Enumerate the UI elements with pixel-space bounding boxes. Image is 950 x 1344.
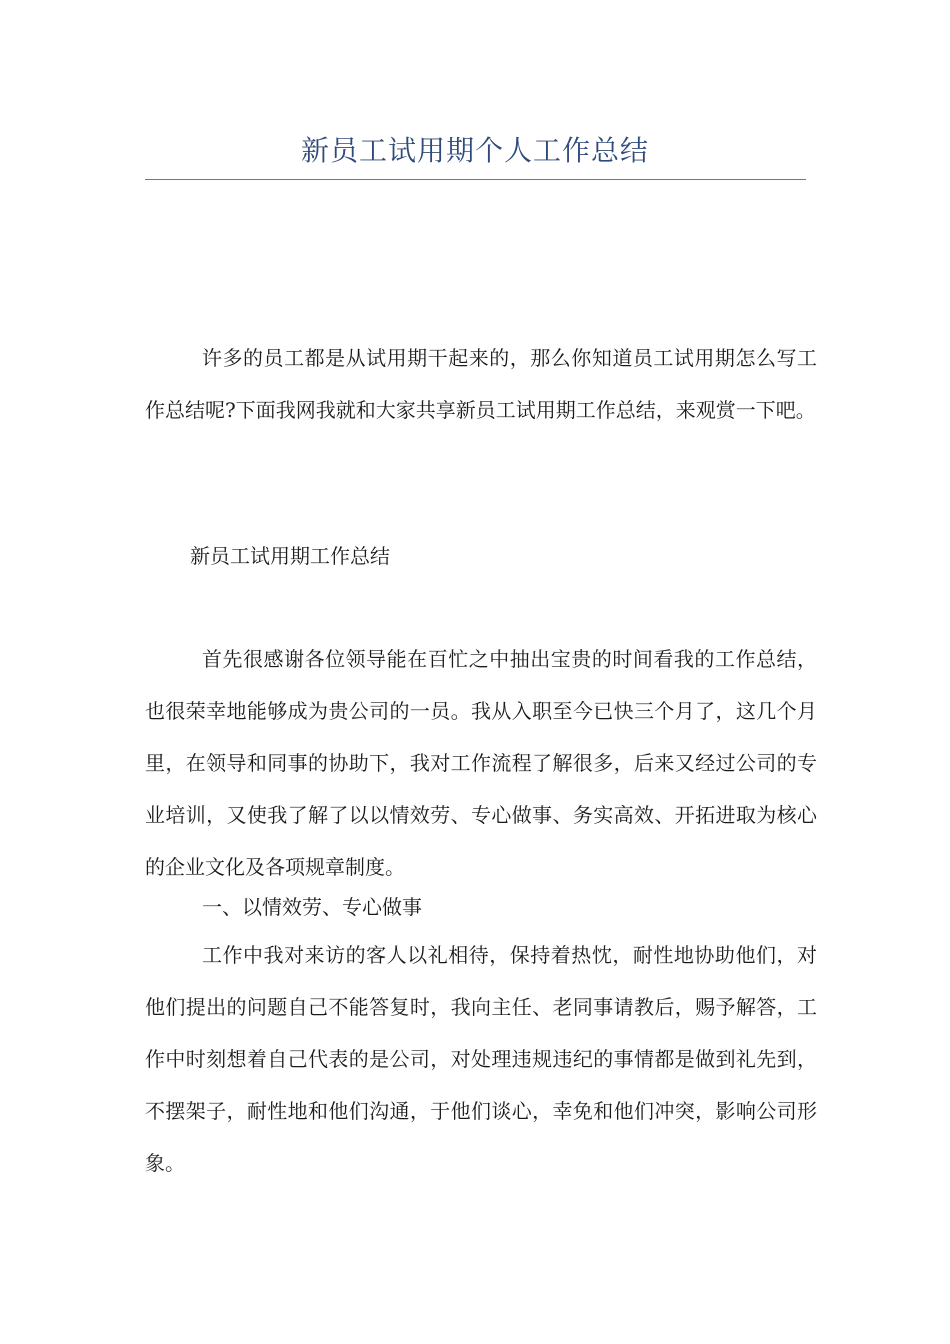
section-heading-1: 一、以情效劳、专心做事	[202, 895, 422, 919]
title-underline	[145, 179, 806, 180]
document-title: 新员工试用期个人工作总结	[300, 134, 649, 167]
body-paragraph-1: 首先很感谢各位领导能在百忙之中抽出宝贵的时间看我的工作总结，也很荣幸地能够成为贵公司的一员。我从入职至今已快三个月了，这几个月里，在领导和同事的协助下，我对工作流程了解很多，后来又经过公司的专业培训，又使我了解了以以情效劳、专心做事、务实高效、开拓进取为核心的企业文化及各项规章制度。	[145, 647, 817, 879]
intro-paragraph: 许多的员工都是从试用期干起来的，那么你知道员工试用期怎么写工作总结呢?下面我网我就和大家共享新员工试用期工作总结，来观赏一下吧。	[145, 346, 817, 422]
section-subtitle: 新员工试用期工作总结	[190, 544, 390, 568]
body-paragraph-2: 工作中我对来访的客人以礼相待，保持着热忱，耐性地协助他们，对他们提出的问题自己不能答复时，我向主任、老同事请教后，赐予解答，工作中时刻想着自己代表的是公司，对处理违规违纪的事情都是做到礼先到，不摆架子，耐性地和他们沟通，于他们谈心，幸免和他们冲突，影响公司形象。	[145, 943, 817, 1175]
